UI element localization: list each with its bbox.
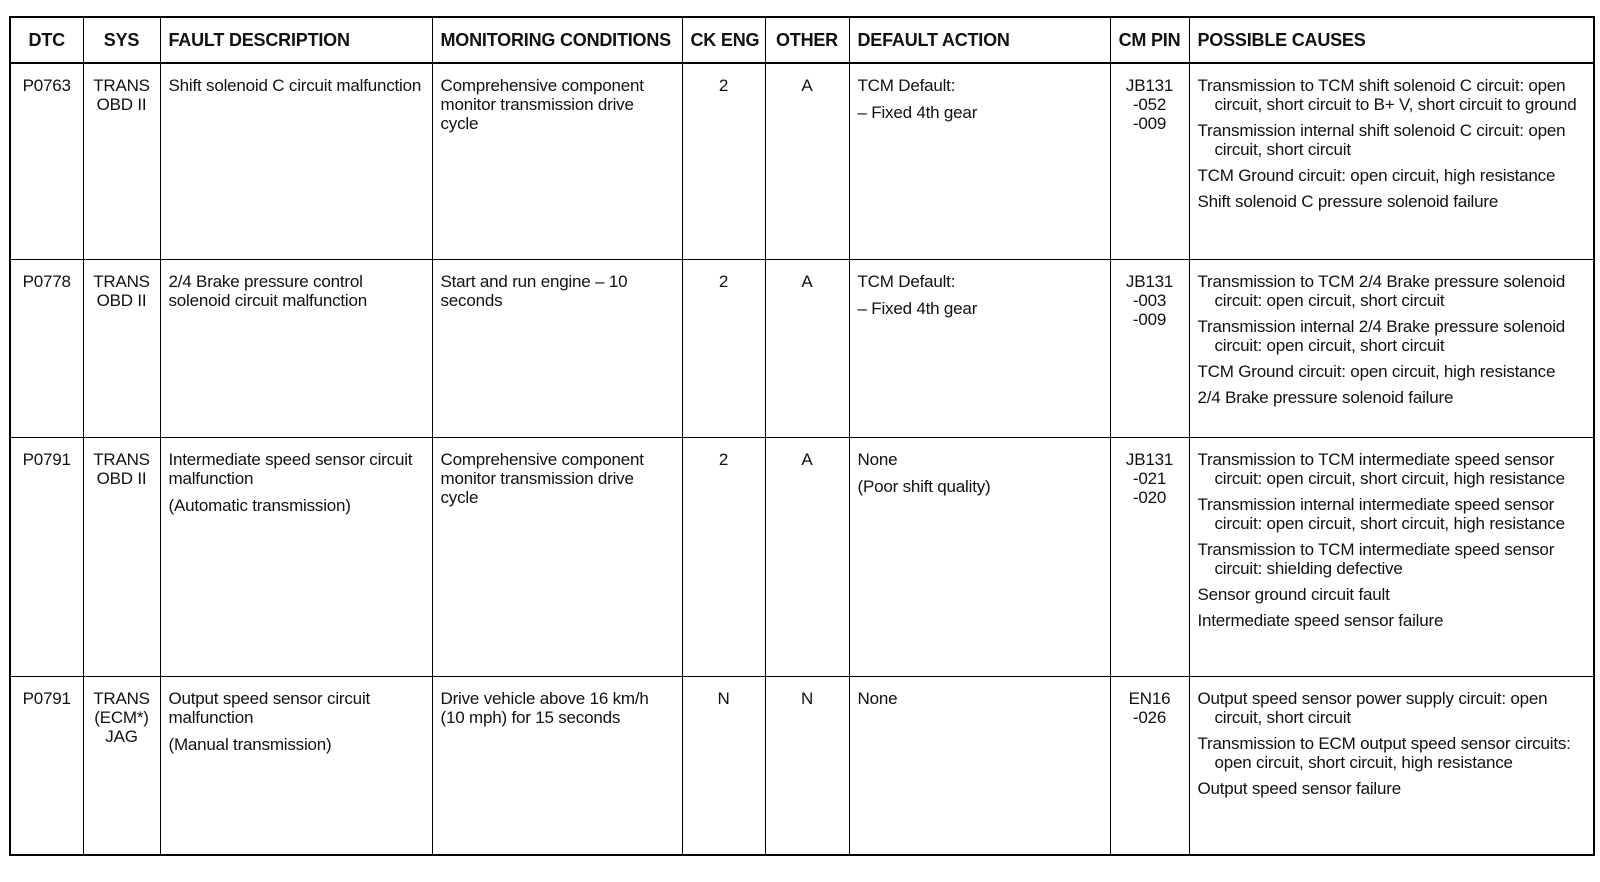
- table-row: [10, 260, 1594, 438]
- default-action: [849, 63, 1110, 260]
- cause-item: Transmission internal 2/4 Brake pressure solenoid circuit: open circuit, short circuit: [1197, 317, 1566, 355]
- fault-note: (Automatic transmission): [168, 496, 351, 515]
- cm-pin-line: -009: [1132, 310, 1167, 329]
- cm-pin-line: -026: [1132, 708, 1167, 727]
- fault-text: 2/4 Brake pressure control solenoid circuit malfunction: [168, 272, 367, 310]
- cause-item: 2/4 Brake pressure solenoid failure: [1197, 388, 1454, 407]
- dtc-table: [9, 16, 1595, 856]
- default-action: [849, 260, 1110, 438]
- cm-pin-line: -020: [1132, 488, 1167, 507]
- sys-line: OBD II: [96, 469, 147, 488]
- other-value: A: [765, 260, 849, 438]
- fault-description: [160, 438, 432, 677]
- default-action-line: TCM Default:: [857, 76, 956, 95]
- cm-pin: [1110, 438, 1189, 677]
- cause-item: Shift solenoid C pressure solenoid failure: [1197, 192, 1499, 211]
- fault-note: (Manual transmission): [168, 735, 332, 754]
- cm-pin-line: -021: [1132, 469, 1167, 488]
- other-value: N: [765, 677, 849, 856]
- possible-causes: [1189, 63, 1594, 260]
- sys-line: OBD II: [96, 291, 147, 310]
- cause-item: Transmission to TCM 2/4 Brake pressure solenoid circuit: open circuit, short circuit: [1197, 272, 1566, 310]
- ck-eng-value: N: [682, 677, 765, 856]
- sys-line: TRANS: [93, 76, 150, 95]
- sys-line: JAG: [105, 727, 138, 746]
- table-row: [10, 438, 1594, 677]
- cm-pin: [1110, 63, 1189, 260]
- cm-pin-line: JB131: [1125, 450, 1174, 469]
- cm-pin-line: -009: [1132, 114, 1167, 133]
- possible-causes: [1189, 260, 1594, 438]
- cm-pin-line: -003: [1132, 291, 1167, 310]
- ck-eng-value: 2: [682, 438, 765, 677]
- cause-item: Intermediate speed sensor failure: [1197, 611, 1444, 630]
- cause-item: Transmission internal intermediate speed sensor circuit: open circuit, short circuit, high resistance: [1197, 495, 1565, 533]
- default-action-line: None: [857, 450, 898, 469]
- fault-text: Output speed sensor circuit malfunction: [168, 689, 371, 727]
- header-dtc: DTC: [10, 17, 83, 63]
- default-action-line: – Fixed 4th gear: [857, 299, 978, 318]
- cm-pin-line: JB131: [1125, 272, 1174, 291]
- possible-causes: [1189, 677, 1594, 856]
- sys-cell: [83, 260, 160, 438]
- header-fault-description: FAULT DESCRIPTION: [160, 17, 432, 63]
- cm-pin-line: EN16: [1128, 689, 1171, 708]
- cause-item: Output speed sensor power supply circuit: open circuit, short circuit: [1197, 689, 1548, 727]
- header-sys: SYS: [83, 17, 160, 63]
- monitoring-conditions: Drive vehicle above 16 km/h (10 mph) for 15 seconds: [432, 677, 682, 856]
- cause-item: Transmission to TCM shift solenoid C circuit: open circuit, short circuit to B+ V, short circuit to ground: [1197, 76, 1577, 114]
- header-monitoring-conditions: MONITORING CONDITIONS: [432, 17, 682, 63]
- cm-pin: [1110, 677, 1189, 856]
- dtc-code: P0763: [10, 63, 83, 260]
- header-possible-causes: POSSIBLE CAUSES: [1189, 17, 1594, 63]
- cm-pin-line: -052: [1132, 95, 1167, 114]
- sys-cell: [83, 677, 160, 856]
- table-row: [10, 677, 1594, 856]
- header-row: [10, 17, 1594, 63]
- ck-eng-value: 2: [682, 260, 765, 438]
- cm-pin-line: JB131: [1125, 76, 1174, 95]
- cause-item: TCM Ground circuit: open circuit, high resistance: [1197, 166, 1556, 185]
- sys-line: TRANS: [93, 272, 150, 291]
- dtc-table-sheet: [9, 16, 1593, 856]
- monitoring-conditions: Comprehensive component monitor transmission drive cycle: [432, 438, 682, 677]
- default-action-line: (Poor shift quality): [857, 477, 991, 496]
- sys-line: (ECM*): [94, 708, 149, 727]
- cause-item: TCM Ground circuit: open circuit, high resistance: [1197, 362, 1556, 381]
- monitoring-conditions: Start and run engine – 10 seconds: [432, 260, 682, 438]
- default-action-line: – Fixed 4th gear: [857, 103, 978, 122]
- fault-text: Shift solenoid C circuit malfunction: [168, 76, 422, 95]
- sys-cell: [83, 438, 160, 677]
- cause-item: Transmission to TCM intermediate speed sensor circuit: shielding defective: [1197, 540, 1555, 578]
- sys-cell: [83, 63, 160, 260]
- dtc-code: P0778: [10, 260, 83, 438]
- cause-item: Transmission internal shift solenoid C circuit: open circuit, short circuit: [1197, 121, 1566, 159]
- header-cm-pin: CM PIN: [1110, 17, 1189, 63]
- ck-eng-value: 2: [682, 63, 765, 260]
- default-action: [849, 438, 1110, 677]
- cm-pin: [1110, 260, 1189, 438]
- table-row: [10, 63, 1594, 260]
- cause-item: Transmission to TCM intermediate speed sensor circuit: open circuit, short circuit, high resistance: [1197, 450, 1565, 488]
- cause-item: Sensor ground circuit fault: [1197, 585, 1390, 604]
- default-action: [849, 677, 1110, 856]
- fault-description: [160, 677, 432, 856]
- cause-item: Transmission to ECM output speed sensor circuits: open circuit, short circuit, high resistance: [1197, 734, 1571, 772]
- other-value: A: [765, 63, 849, 260]
- sys-line: TRANS: [93, 450, 150, 469]
- fault-description: [160, 260, 432, 438]
- cause-item: Output speed sensor failure: [1197, 779, 1401, 798]
- header-other: OTHER: [765, 17, 849, 63]
- dtc-code: P0791: [10, 438, 83, 677]
- default-action-line: TCM Default:: [857, 272, 956, 291]
- possible-causes: [1189, 438, 1594, 677]
- header-ck-eng: CK ENG: [682, 17, 765, 63]
- sys-line: TRANS: [93, 689, 150, 708]
- monitoring-conditions: Comprehensive component monitor transmission drive cycle: [432, 63, 682, 260]
- default-action-line: None: [857, 689, 898, 708]
- dtc-code: P0791: [10, 677, 83, 856]
- other-value: A: [765, 438, 849, 677]
- sys-line: OBD II: [96, 95, 147, 114]
- header-default-action: DEFAULT ACTION: [849, 17, 1110, 63]
- fault-text: Intermediate speed sensor circuit malfunction: [168, 450, 413, 488]
- fault-description: [160, 63, 432, 260]
